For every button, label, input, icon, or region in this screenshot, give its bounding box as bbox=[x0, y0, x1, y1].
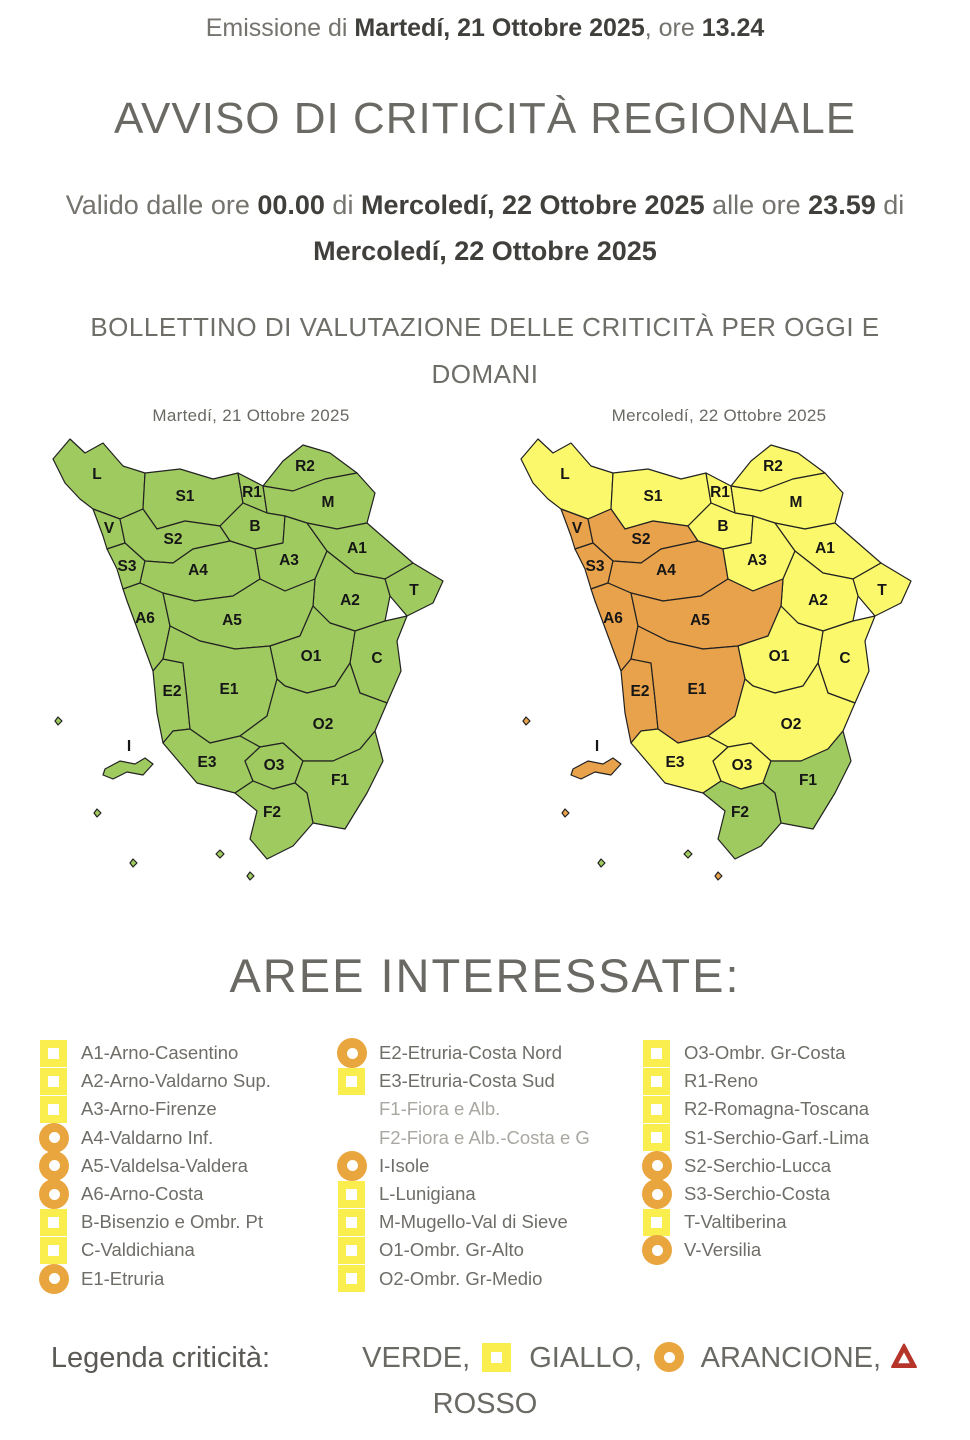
area-item bbox=[40, 1124, 271, 1152]
validity-t3: alle ore bbox=[704, 190, 809, 220]
yellow-square-icon bbox=[643, 1124, 670, 1151]
icon-hole bbox=[664, 1352, 675, 1363]
icon-hole bbox=[346, 1273, 357, 1284]
legend-term: GIALLO, bbox=[521, 1342, 651, 1374]
icon-hole bbox=[48, 1104, 59, 1115]
area-item-label: A1-Arno-Casentino bbox=[81, 1042, 239, 1064]
area-item bbox=[338, 1067, 590, 1095]
zone-label-A4: A4 bbox=[188, 562, 208, 579]
zone-label-S3: S3 bbox=[585, 558, 605, 575]
area-item bbox=[338, 1095, 590, 1123]
zone-label-F1: F1 bbox=[798, 772, 818, 789]
area-item-label: T-Valtiberina bbox=[684, 1211, 787, 1233]
zone-label-C: C bbox=[839, 650, 851, 667]
zone-label-C: C bbox=[371, 650, 383, 667]
yellow-square-icon bbox=[643, 1209, 670, 1236]
zone-label-A3: A3 bbox=[279, 552, 299, 569]
area-icon-slot bbox=[338, 1208, 366, 1236]
area-item-label: C-Valdichiana bbox=[81, 1239, 195, 1261]
area-icon-slot bbox=[643, 1124, 671, 1152]
icon-hole bbox=[651, 1076, 662, 1087]
orange-circle-icon bbox=[39, 1264, 69, 1294]
zone-label-E2: E2 bbox=[630, 683, 650, 700]
area-item-label: A2-Arno-Valdarno Sup. bbox=[81, 1070, 271, 1092]
area-item bbox=[643, 1095, 869, 1123]
area-item bbox=[40, 1152, 271, 1180]
legend-items bbox=[354, 1342, 919, 1374]
area-item-label: S1-Serchio-Garf.-Lima bbox=[684, 1126, 870, 1148]
area-item-label: I-Isole bbox=[379, 1154, 430, 1176]
validity-start-time: 00.00 bbox=[257, 190, 325, 220]
area-icon-slot bbox=[643, 1152, 671, 1180]
icon-hole bbox=[346, 1189, 357, 1200]
validity-end-date: Mercoledí, 22 Ottobre 2025 bbox=[313, 236, 657, 266]
icon-hole bbox=[346, 1245, 357, 1256]
area-item-label: O3-Ombr. Gr-Costa bbox=[684, 1042, 846, 1064]
icon-hole bbox=[652, 1160, 663, 1171]
area-icon-slot bbox=[643, 1208, 671, 1236]
area-icon-slot bbox=[338, 1152, 366, 1180]
icon-hole bbox=[651, 1132, 662, 1143]
yellow-square-icon bbox=[40, 1040, 67, 1067]
icon-hole bbox=[491, 1352, 502, 1363]
area-item-label: L-Lunigiana bbox=[379, 1183, 476, 1205]
yellow-square-icon bbox=[40, 1068, 67, 1095]
bulletin-line: BOLLETTINO DI VALUTAZIONE DELLE CRITICITÀ PER OGGI E DOMANI bbox=[90, 312, 880, 389]
area-item bbox=[643, 1124, 869, 1152]
validity-end-time: 23.59 bbox=[808, 190, 876, 220]
yellow-square-icon bbox=[643, 1096, 670, 1123]
area-icon-slot bbox=[40, 1124, 68, 1152]
yellow-square-icon bbox=[40, 1237, 67, 1264]
maps-row bbox=[0, 406, 970, 888]
area-icon-slot bbox=[338, 1265, 366, 1293]
zone-label-E1: E1 bbox=[219, 681, 239, 698]
zone-label-M: M bbox=[789, 494, 803, 511]
area-item-label: O1-Ombr. Gr-Alto bbox=[379, 1239, 524, 1261]
area-item bbox=[40, 1265, 271, 1293]
icon-hole bbox=[48, 1217, 59, 1228]
zone-label-A1: A1 bbox=[347, 540, 367, 557]
icon-hole bbox=[49, 1273, 60, 1284]
zone-label-I: I bbox=[594, 738, 600, 755]
icon-hole bbox=[652, 1245, 663, 1256]
area-item-label: R1-Reno bbox=[684, 1070, 759, 1092]
area-item bbox=[338, 1265, 590, 1293]
zone-I bbox=[103, 758, 153, 779]
area-item bbox=[40, 1236, 271, 1264]
area-item-label: A4-Valdarno Inf. bbox=[81, 1126, 214, 1148]
area-item bbox=[643, 1039, 869, 1067]
zone-label-S3: S3 bbox=[117, 558, 137, 575]
area-icon-slot bbox=[338, 1067, 366, 1095]
area-icon-slot bbox=[40, 1208, 68, 1236]
area-item-label: F2-Fiora e Alb.-Costa e G bbox=[379, 1126, 590, 1148]
zone-label-E1: E1 bbox=[687, 681, 707, 698]
area-icon-slot bbox=[338, 1095, 366, 1123]
area-item-label: S3-Serchio-Costa bbox=[684, 1183, 831, 1205]
zone-label-S1: S1 bbox=[175, 488, 195, 505]
area-item-label: O2-Ombr. Gr-Medio bbox=[379, 1267, 543, 1289]
zone-isl3 bbox=[130, 859, 137, 867]
area-item bbox=[40, 1039, 271, 1067]
zone-label-F1: F1 bbox=[330, 772, 350, 789]
zone-label-A3: A3 bbox=[747, 552, 767, 569]
icon-hole bbox=[652, 1189, 663, 1200]
red-triangle-icon bbox=[889, 1341, 919, 1383]
zone-isl2 bbox=[94, 809, 101, 817]
orange-circle-icon bbox=[642, 1235, 672, 1265]
area-item bbox=[338, 1208, 590, 1236]
yellow-square-icon bbox=[482, 1343, 511, 1372]
orange-circle-icon bbox=[337, 1151, 367, 1181]
zone-label-O3: O3 bbox=[263, 757, 285, 774]
area-icon-slot bbox=[338, 1236, 366, 1264]
yellow-square-icon bbox=[643, 1068, 670, 1095]
area-item bbox=[643, 1067, 869, 1095]
validity-line bbox=[45, 182, 925, 274]
area-icon-slot bbox=[643, 1095, 671, 1123]
areas-column-2 bbox=[338, 1039, 590, 1293]
zone-label-A6: A6 bbox=[135, 610, 155, 627]
area-icon-slot bbox=[40, 1039, 68, 1067]
area-icon-slot bbox=[40, 1180, 68, 1208]
orange-circle-icon bbox=[642, 1179, 672, 1209]
area-item-label: A3-Arno-Firenze bbox=[81, 1098, 217, 1120]
zone-label-A2: A2 bbox=[340, 592, 360, 609]
area-item bbox=[40, 1067, 271, 1095]
orange-circle-icon bbox=[39, 1151, 69, 1181]
area-item-label: V-Versilia bbox=[684, 1239, 762, 1261]
validity-t2: di bbox=[324, 190, 361, 220]
area-item bbox=[338, 1124, 590, 1152]
area-icon-slot bbox=[40, 1067, 68, 1095]
zone-isl5 bbox=[247, 872, 254, 880]
area-item bbox=[643, 1152, 869, 1180]
icon-hole bbox=[651, 1217, 662, 1228]
area-item-label: R2-Romagna-Toscana bbox=[684, 1098, 870, 1120]
area-item bbox=[338, 1039, 590, 1067]
zone-label-T: T bbox=[409, 582, 419, 599]
yellow-square-icon bbox=[643, 1040, 670, 1067]
yellow-square-icon bbox=[338, 1068, 365, 1095]
zone-label-B: B bbox=[249, 518, 261, 535]
zone-isl4 bbox=[684, 850, 692, 858]
zone-label-I: I bbox=[126, 738, 132, 755]
areas-column-3 bbox=[643, 1039, 869, 1265]
orange-circle-icon bbox=[39, 1123, 69, 1153]
area-icon-slot bbox=[643, 1180, 671, 1208]
area-item bbox=[643, 1208, 869, 1236]
zone-label-O1: O1 bbox=[300, 648, 322, 665]
area-item-label: E1-Etruria bbox=[81, 1267, 165, 1289]
orange-circle-icon bbox=[337, 1038, 367, 1068]
zone-label-F2: F2 bbox=[730, 804, 750, 821]
emission-date: Martedí, 21 Ottobre 2025 bbox=[354, 14, 645, 42]
icon-hole bbox=[48, 1076, 59, 1087]
area-item bbox=[338, 1236, 590, 1264]
area-item bbox=[40, 1180, 271, 1208]
zone-I bbox=[571, 758, 621, 779]
yellow-square-icon bbox=[338, 1237, 365, 1264]
icon-hole bbox=[651, 1104, 662, 1115]
area-item-label: F1-Fiora e Alb. bbox=[379, 1098, 501, 1120]
zone-label-E3: E3 bbox=[197, 754, 217, 771]
map-block-day1 bbox=[35, 406, 467, 888]
zone-label-V: V bbox=[103, 520, 115, 537]
yellow-square-icon bbox=[40, 1209, 67, 1236]
map-day1-title: Martedí, 21 Ottobre 2025 bbox=[152, 406, 350, 425]
zone-label-B: B bbox=[717, 518, 729, 535]
zone-label-S1: S1 bbox=[643, 488, 663, 505]
area-icon-slot bbox=[338, 1124, 366, 1152]
zone-label-R1: R1 bbox=[710, 484, 730, 501]
legend-label: Legenda criticità: bbox=[50, 1342, 271, 1374]
validity-t1: Valido dalle ore bbox=[65, 190, 258, 220]
icon-hole bbox=[651, 1048, 662, 1059]
zone-label-S2: S2 bbox=[163, 531, 183, 548]
icon-hole bbox=[48, 1245, 59, 1256]
legend-line1 bbox=[0, 1337, 970, 1383]
zone-label-A2: A2 bbox=[808, 592, 828, 609]
icon-hole bbox=[48, 1048, 59, 1059]
area-item bbox=[40, 1095, 271, 1123]
area-icon-slot bbox=[643, 1236, 671, 1264]
legend-rosso: ROSSO bbox=[432, 1388, 538, 1420]
map-block-day2 bbox=[503, 406, 935, 888]
orange-circle-icon bbox=[39, 1179, 69, 1209]
orange-circle-icon bbox=[642, 1151, 672, 1181]
zone-label-O1: O1 bbox=[768, 648, 790, 665]
area-item bbox=[338, 1180, 590, 1208]
orange-circle-icon bbox=[654, 1342, 684, 1372]
validity-t4: di bbox=[875, 190, 905, 220]
icon-hole bbox=[346, 1076, 357, 1087]
yellow-square-icon bbox=[338, 1265, 365, 1292]
zone-isl1 bbox=[523, 717, 530, 725]
zone-isl5 bbox=[715, 872, 722, 880]
page-title: AVVISO DI CRITICITÀ REGIONALE bbox=[113, 94, 857, 143]
area-item-label: E2-Etruria-Costa Nord bbox=[379, 1042, 563, 1064]
legend-term: VERDE, bbox=[354, 1342, 479, 1374]
area-icon-slot bbox=[338, 1039, 366, 1067]
icon-hole bbox=[347, 1048, 358, 1059]
emission-line bbox=[0, 14, 970, 43]
area-item bbox=[643, 1236, 869, 1264]
criticality-legend bbox=[0, 1337, 970, 1425]
tuscany-map-day1 bbox=[45, 431, 457, 888]
zone-label-A1: A1 bbox=[815, 540, 835, 557]
zone-isl2 bbox=[562, 809, 569, 817]
icon-hole bbox=[49, 1132, 60, 1143]
area-icon-slot bbox=[643, 1067, 671, 1095]
zone-label-R2: R2 bbox=[763, 458, 783, 475]
zone-label-R1: R1 bbox=[242, 484, 262, 501]
area-icon-slot bbox=[40, 1265, 68, 1293]
zone-label-M: M bbox=[321, 494, 335, 511]
icon-hole bbox=[347, 1160, 358, 1171]
zone-label-L: L bbox=[560, 466, 570, 483]
zone-label-L: L bbox=[92, 466, 102, 483]
emission-time: 13.24 bbox=[701, 14, 765, 42]
emission-ore: , ore bbox=[644, 14, 702, 42]
zone-label-E2: E2 bbox=[162, 683, 182, 700]
yellow-square-icon bbox=[338, 1181, 365, 1208]
zone-label-O3: O3 bbox=[731, 757, 753, 774]
area-item bbox=[40, 1208, 271, 1236]
legend-term: ARANCIONE, bbox=[694, 1342, 890, 1374]
zone-isl3 bbox=[598, 859, 605, 867]
zone-label-A4: A4 bbox=[656, 562, 676, 579]
tuscany-map-day2 bbox=[513, 431, 925, 888]
area-icon-slot bbox=[338, 1180, 366, 1208]
map-day2-title: Mercoledí, 22 Ottobre 2025 bbox=[611, 406, 827, 425]
area-item-label: A6-Arno-Costa bbox=[81, 1183, 204, 1205]
zone-label-T: T bbox=[877, 582, 887, 599]
zone-label-V: V bbox=[571, 520, 583, 537]
icon-hole bbox=[346, 1217, 357, 1228]
zone-label-R2: R2 bbox=[295, 458, 315, 475]
areas-heading: AREE INTERESSATE: bbox=[229, 949, 741, 1002]
icon-hole bbox=[49, 1189, 60, 1200]
emission-prefix: Emissione di bbox=[205, 14, 355, 42]
zone-label-E3: E3 bbox=[665, 754, 685, 771]
area-item-label: M-Mugello-Val di Sieve bbox=[379, 1211, 568, 1233]
icon-hole bbox=[49, 1160, 60, 1171]
area-item bbox=[338, 1152, 590, 1180]
zone-label-O2: O2 bbox=[312, 716, 334, 733]
area-item-label: E3-Etruria-Costa Sud bbox=[379, 1070, 555, 1092]
zone-label-A5: A5 bbox=[222, 612, 242, 629]
areas-column-1 bbox=[40, 1039, 271, 1293]
area-icon-slot bbox=[40, 1152, 68, 1180]
zone-isl4 bbox=[216, 850, 224, 858]
yellow-square-icon bbox=[40, 1096, 67, 1123]
yellow-square-icon bbox=[338, 1209, 365, 1236]
zone-isl1 bbox=[55, 717, 62, 725]
area-icon-slot bbox=[643, 1039, 671, 1067]
zone-label-A6: A6 bbox=[603, 610, 623, 627]
zone-label-A5: A5 bbox=[690, 612, 710, 629]
validity-start-date: Mercoledí, 22 Ottobre 2025 bbox=[360, 190, 705, 220]
area-item-label: A5-Valdelsa-Valdera bbox=[81, 1154, 248, 1176]
area-item-label: B-Bisenzio e Ombr. Pt bbox=[81, 1211, 263, 1233]
zone-label-O2: O2 bbox=[780, 716, 802, 733]
zone-label-F2: F2 bbox=[262, 804, 282, 821]
area-icon-slot bbox=[40, 1095, 68, 1123]
area-item-label: S2-Serchio-Lucca bbox=[684, 1154, 832, 1176]
area-item bbox=[643, 1180, 869, 1208]
areas-list bbox=[0, 1039, 970, 1299]
zone-label-S2: S2 bbox=[631, 531, 651, 548]
area-icon-slot bbox=[40, 1236, 68, 1264]
